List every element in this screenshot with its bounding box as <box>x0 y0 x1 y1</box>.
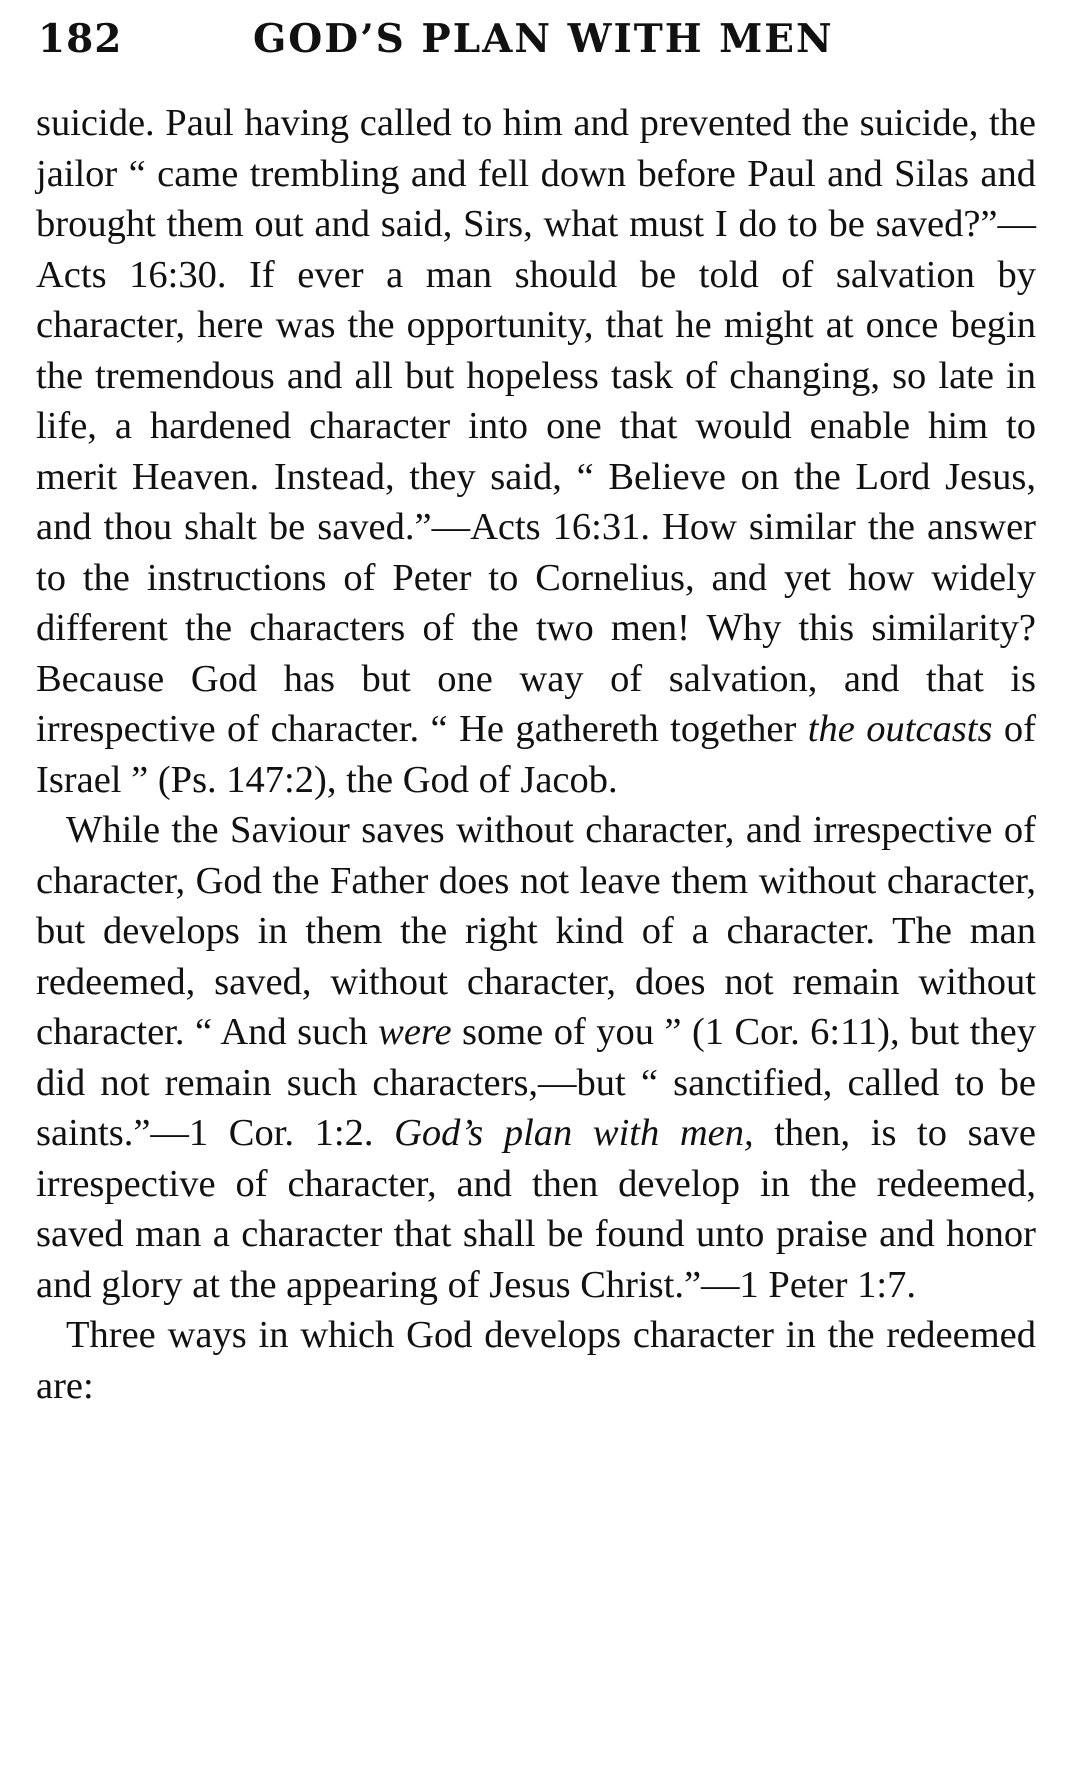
paragraph-1-text-a: suicide. Paul having called to him and prevented the suicide, the jailor “ came trembling and fell down before Paul and Silas and brought them out and said, Sirs, what must I do to be saved?”—Acts 16:30. If ever a man should be told of salvation by character, here was the opportunity, that he might at once begin the tremendous and all but hopeless task of changing, so late in life, a hardened character into one that would enable him to merit Heaven. Instead, they said, “ Believe on the Lord Jesus, and thou shalt be saved.”—Acts 16:31. How similar the answer to the instructions of Peter to Cornelius, and yet how widely different the characters of the two men! Why this similarity? Because God has but one way of salvation, and that is irrespective of character. “ He gathereth together <box>36 102 1036 750</box>
running-head: GOD’S PLAN WITH MEN <box>253 16 834 62</box>
page-header <box>38 16 1028 76</box>
paragraph-2-text-b: some of you ” (1 Cor. 6:11), but they did not remain such characters,—but “ sanctified, called to be saints.”—1 Cor. 1:2. <box>36 1011 1036 1154</box>
paragraph-2-italic-1: were <box>378 1011 452 1053</box>
paragraph-3-text: Three ways in which God develops character in the redeemed are: <box>36 1314 1036 1407</box>
paragraph-2-text-c: then, is to save irrespective of character, and then develop in the redeemed, saved man a character that shall be found unto praise and honor and glory at the appearing of Jesus Christ.”—1 Peter 1:7. <box>36 1112 1037 1306</box>
paragraph-2-italic-2: God’s plan with men, <box>394 1112 754 1154</box>
paragraph-1 <box>36 98 1036 805</box>
paragraph-3 <box>36 1310 1036 1411</box>
paragraph-2 <box>36 805 1036 1310</box>
paragraph-1-text-b: of Israel ” (Ps. 147:2), the God of Jacob. <box>36 708 1037 801</box>
paragraph-1-italic: the outcasts <box>807 708 993 750</box>
body-text <box>36 98 1036 1411</box>
paragraph-2-text-a: While the Saviour saves without character, and irrespective of character, God the Father does not leave them without character, but develops in them the right kind of a character. The man redeemed, saved, without character, does not remain without character. “ And such <box>36 809 1036 1053</box>
page-number: 182 <box>38 16 123 62</box>
